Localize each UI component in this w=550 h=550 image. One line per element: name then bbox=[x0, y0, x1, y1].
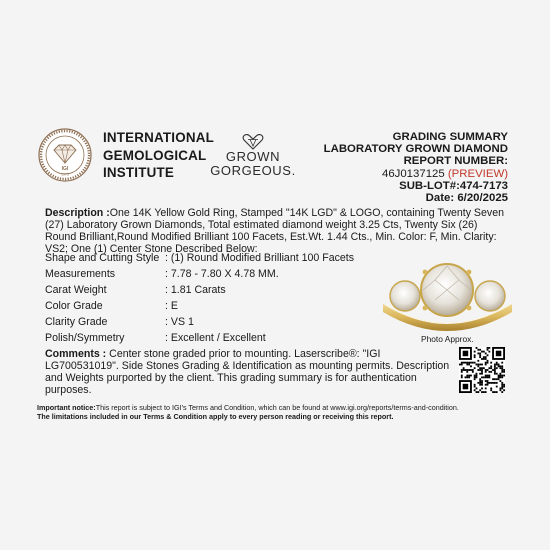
seal-text: IGI bbox=[61, 166, 69, 172]
igi-seal-icon bbox=[38, 128, 92, 182]
spec-key: Measurements bbox=[45, 268, 116, 280]
brand-line-1: GROWN bbox=[225, 149, 281, 164]
spec-key: Color Grade bbox=[45, 300, 103, 312]
spec-value: : 1.81 Carats bbox=[165, 284, 226, 296]
description bbox=[45, 207, 507, 255]
institute-line-1: INTERNATIONAL bbox=[103, 130, 214, 145]
ring-photo bbox=[375, 252, 520, 342]
heart-diamond-icon bbox=[242, 134, 264, 150]
summary-title: GRADING SUMMARY bbox=[392, 131, 508, 143]
important-notice bbox=[37, 403, 517, 422]
spec-value: : VS 1 bbox=[165, 316, 194, 328]
spec-key: Shape and Cutting Style bbox=[45, 252, 160, 264]
grown-gorgeous-logo bbox=[208, 134, 298, 182]
comments bbox=[45, 348, 451, 396]
spec-value: : Excellent / Excellent bbox=[165, 332, 266, 344]
description-text: One 14K Yellow Gold Ring, Stamped "14K LGD" & LOGO, containing Twenty Seven (27) Laboratory Grown Diamonds, Total estimated diamond weight 3.25 Cts, Twenty Six (26) Round Brilliant,Round Modified Brilliant 100 Facets, Est.Wt. 1.44 Cts., Min. Color: F, Min. Clarity: VS2; One (1) Center Stone Described Below: bbox=[45, 207, 504, 256]
comments-label: Comments : bbox=[45, 348, 107, 360]
report-date: Date: 6/20/2025 bbox=[425, 192, 508, 205]
spec-key: Carat Weight bbox=[45, 284, 107, 296]
summary-subtitle: LABORATORY GROWN DIAMOND bbox=[323, 143, 508, 156]
spec-value: : E bbox=[165, 300, 178, 312]
report-number: 46J0137125 bbox=[381, 167, 445, 180]
comments-text: Center stone graded prior to mounting. Laserscribe®: "IGI LG700531019". Side Stones Grading & Identification as mounting permits. Description and Weights purported by the client. This grading summary is for authentication purposes. bbox=[45, 348, 450, 397]
spec-key: Polish/Symmetry bbox=[45, 332, 125, 344]
institute-line-3: INSTITUTE bbox=[103, 165, 174, 181]
qr-code-icon bbox=[459, 347, 505, 393]
brand-line-2: GORGEOUS. bbox=[210, 162, 296, 178]
institute-name bbox=[103, 129, 214, 182]
notice-text: This report is subject to IGI's Terms and Condition, which can be found at www.igi.org/reports/terms-and-condition. bbox=[95, 403, 459, 412]
institute-line-2: GEMOLOGICAL bbox=[103, 147, 207, 163]
spec-value: : (1) Round Modified Brilliant 100 Facets bbox=[165, 252, 355, 264]
notice-limitations: The limitations included in our Terms & Condition apply to every person reading or receiving this report. bbox=[37, 412, 394, 422]
sub-lot: SUB-LOT#:474-7173 bbox=[399, 179, 508, 192]
notice-label: Important notice: bbox=[37, 403, 96, 412]
report-number-label: REPORT NUMBER: bbox=[403, 155, 508, 168]
report-number-row bbox=[324, 168, 508, 180]
photo-caption: Photo Approx. bbox=[421, 334, 474, 344]
preview-badge: (PREVIEW) bbox=[447, 167, 508, 180]
spec-value: : 7.78 - 7.80 X 4.78 MM. bbox=[165, 268, 279, 280]
spec-key: Clarity Grade bbox=[45, 316, 108, 328]
seal-year: 1975 bbox=[61, 172, 69, 177]
description-label: Description : bbox=[45, 207, 110, 219]
summary-block bbox=[324, 131, 508, 204]
